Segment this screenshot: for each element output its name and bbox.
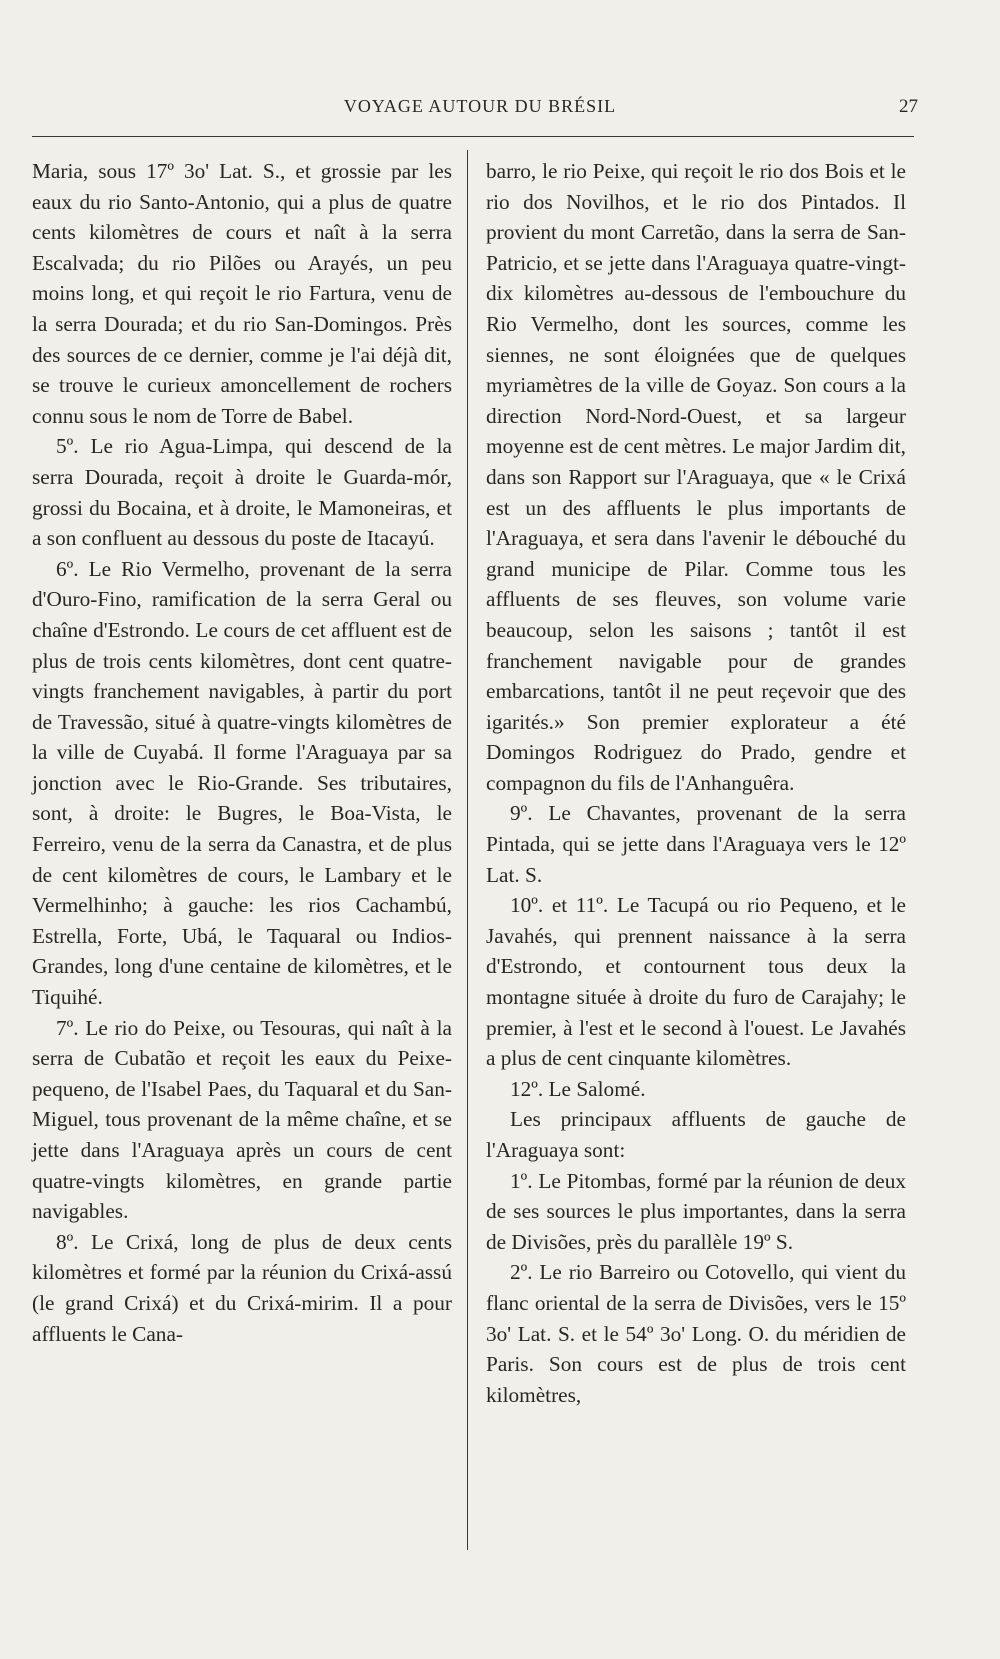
paragraph: 9º. Le Chavantes, provenant de la serra Pintada, qui se jette dans l'Araguaya vers le 12º Lat. S.	[486, 801, 906, 887]
paragraph: 2º. Le rio Barreiro ou Cotovello, qui vient du flanc oriental de la serra de Divisões, vers le 15º 3o' Lat. S. et le 54º 3o' Long. O. du méridien de Paris. Son cours est de plus de trois cent kilomètres,	[486, 1260, 906, 1407]
paragraph: Maria, sous 17º 3o' Lat. S., et grossie par les eaux du rio Santo-Antonio, qui a plus de quatre cents kilomètres de cours et naît à la serra Escalvada; du rio Pilões ou Arayés, un peu moins long, et qui reçoit le rio Fartura, venu de la serra Dourada; et du rio San-Domingos. Près des sources de ce dernier, comme je l'ai déjà dit, se trouve le curieux amoncellement de rochers connu sous le nom de Torre de Babel.	[32, 159, 452, 428]
running-title: VOYAGE AUTOUR DU BRÉSIL	[343, 96, 617, 116]
paragraph: 8º. Le Crixá, long de plus de deux cents kilomètres et formé par la réunion du Crixá-assú (le grand Crixá) et du Crixá-mirim. Il a pour affluents le Cana-	[32, 1229, 452, 1346]
paragraph: 6º. Le Rio Vermelho, provenant de la serra d'Ouro-Fino, ramification de la serra Geral ou chaîne d'Estrondo. Le cours de cet affluent est de plus de trois cents kilomètres, dont cent quatre-vingts franchement navigables, à partir du port de Travessão, situé à quatre-vingts kilomètres de la ville de Cuyabá. Il forme l'Araguaya par sa jonction avec le Rio-Grande. Ses tributaires, sont, à droite: le Bugres, le Boa-Vista, le Ferreiro, venu de la serra da Canastra, et de plus de cent kilomètres de cours, le Lambary et le Vermelhinho; à gauche: les rios Cachambú, Estrella, Forte, Ubá, le Taquaral ou Indios-Grandes, long d'une centaine de kilomètres, et le Tiquihé.	[32, 556, 452, 1010]
header-rule	[32, 136, 914, 137]
paragraph: 7º. Le rio do Peixe, ou Tesouras, qui naît à la serra de Cubatão et reçoit les eaux du Peixe-pequeno, de l'Isabel Paes, du Taquaral et du San-Miguel, tous provenant de la même chaîne, et se jette dans l'Araguaya après un cours de cent quatre-vingts kilomètres, en grande partie navigables.	[32, 1015, 452, 1224]
column-divider	[467, 150, 468, 1550]
paragraph: barro, le rio Peixe, qui reçoit le rio dos Bois et le rio dos Novilhos, et le rio dos Pintados. Il provient du mont Carretão, dans la serra de San-Patricio, et se jette dans l'Araguaya quatre-vingt-dix kilomètres au-dessous de l'embouchure du Rio Vermelho, dont les sources, comme les siennes, ne sont éloignées que de quelques myriamètres de la ville de Goyaz. Son cours a la direction Nord-Nord-Ouest, et sa largeur moyenne est de cent mètres. Le major Jardim dit, dans son Rapport sur l'Araguaya, que « le Crixá est un des affluents le plus importants de l'Araguaya, et sera dans l'avenir le débouché du grand municipe de Pilar. Comme tous les affluents de ses fleuves, son volume varie beaucoup, selon les saisons ; tantôt il est franchement navigable pour de grandes embarcations, tantôt il ne peut reçevoir que des igarités.» Son premier explorateur a été Domingos Rodriguez do Prado, gendre et compagnon du fils de l'Anhanguêra.	[486, 159, 906, 795]
right-column	[486, 156, 906, 1410]
paragraph: Les principaux affluents de gauche de l'Araguaya sont:	[486, 1107, 906, 1162]
paragraph: 10º. et 11º. Le Tacupá ou rio Pequeno, et le Javahés, qui prennent naissance à la serra d'Estrondo, et contournent tous deux la montagne située à droite du furo de Carajahy; le premier, à l'est et le second à l'ouest. Le Javahés a plus de cent cinquante kilomètres.	[486, 893, 906, 1071]
paragraph: 5º. Le rio Agua-Limpa, qui descend de la serra Dourada, reçoit à droite le Guarda-mór, grossi du Bocaina, et à droite, le Mamoneiras, et a son confluent au dessous du poste de Itacayú.	[32, 434, 452, 551]
paragraph: 12º. Le Salomé.	[510, 1076, 646, 1101]
left-column	[32, 156, 452, 1349]
page-number: 27	[899, 96, 918, 117]
paragraph: 1º. Le Pitombas, formé par la réunion de deux de ses sources le plus importantes, dans la serra de Divisões, près du parallèle 19º S.	[486, 1168, 906, 1254]
